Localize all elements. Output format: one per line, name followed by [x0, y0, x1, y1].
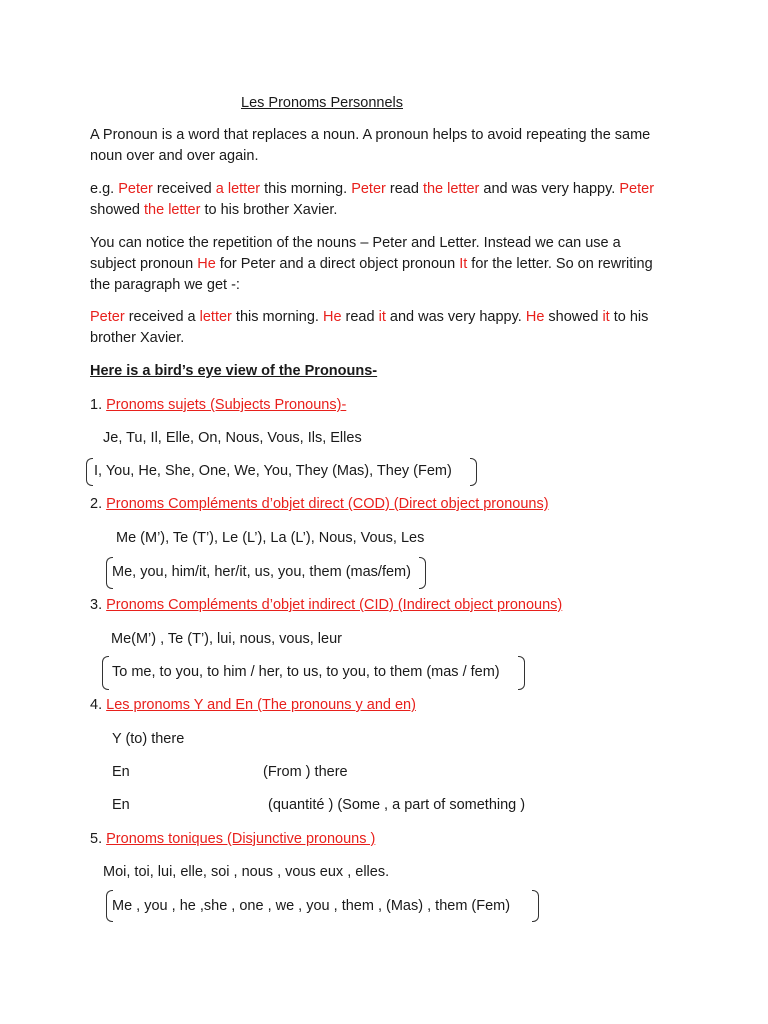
text-run: to his brother Xavier. — [200, 202, 338, 218]
text-run: this morning. — [260, 181, 352, 197]
text-run: brother Xavier. — [90, 330, 185, 346]
notice-line-1 — [90, 233, 621, 253]
bracket-left — [102, 656, 109, 690]
highlighted-word: Peter — [90, 309, 125, 325]
text-run: and was very happy. — [479, 181, 620, 197]
section-1-title: Pronoms sujets (Subjects Pronouns)- — [106, 397, 347, 413]
section-1-heading — [90, 395, 346, 415]
rewrite-line-1 — [90, 307, 648, 327]
section-4-row-2-term: En — [112, 764, 130, 780]
text-run: this morning. — [231, 309, 323, 325]
section-2-heading — [90, 494, 549, 514]
text-run: for the letter. So on rewriting — [467, 256, 653, 272]
text-run: and was very happy. — [385, 309, 526, 325]
text-run: received a — [124, 309, 200, 325]
text-run: subject pronoun — [90, 256, 198, 272]
highlighted-word: letter — [199, 309, 232, 325]
section-1-french: Je, Tu, Il, Elle, On, Nous, Vous, Ils, Elles — [103, 430, 362, 446]
highlighted-word: the letter — [144, 202, 201, 218]
text-run: for Peter and a direct object pronoun — [215, 256, 460, 272]
section-5-title: Pronoms toniques (Disjunctive pronouns ) — [106, 831, 376, 847]
page-title: Les Pronoms Personnels — [241, 95, 403, 111]
section-4-number: 4. — [90, 697, 107, 713]
bracket-right — [470, 458, 477, 486]
highlighted-word: it — [602, 309, 610, 325]
highlighted-word: Peter — [619, 181, 655, 197]
bracket-right — [532, 890, 539, 922]
section-3-number: 3. — [90, 597, 107, 613]
section-5-heading — [90, 829, 375, 849]
notice-line-3 — [90, 275, 240, 295]
highlighted-word: He — [525, 309, 545, 325]
section-3-english: To me, to you, to him / her, to us, to you, to them (mas / fem) — [112, 664, 500, 680]
bracket-right — [419, 557, 426, 589]
text-run: read — [341, 309, 379, 325]
text-run: showed — [544, 309, 603, 325]
section-2-title: Pronoms Compléments d’objet direct (COD) (Direct object pronouns) — [106, 496, 549, 512]
section-2-french: Me (M’), Te (T’), Le (L’), La (L’), Nous, Vous, Les — [116, 530, 425, 546]
section-5-number: 5. — [90, 831, 107, 847]
example-line-2 — [90, 200, 337, 220]
section-5-english: Me , you , he ,she , one , we , you , them , (Mas) , them (Fem) — [112, 898, 511, 914]
section-4-row-2-meaning: (From ) there — [263, 764, 348, 780]
text-run: e.g. — [90, 181, 119, 197]
section-3-french: Me(M’) , Te (T’), lui, nous, vous, leur — [111, 631, 342, 647]
section-4-row-1: Y (to) there — [112, 731, 185, 747]
highlighted-word: it — [378, 309, 386, 325]
text-run: the paragraph we get -: — [90, 277, 240, 293]
highlighted-word: Peter — [351, 181, 386, 197]
section-1-english: I, You, He, She, One, We, You, They (Mas), They (Fem) — [94, 463, 452, 479]
text-run: read — [385, 181, 423, 197]
highlighted-word: It — [459, 256, 468, 272]
section-1-number: 1. — [90, 397, 107, 413]
section-2-english: Me, you, him/it, her/it, us, you, them (mas/fem) — [112, 564, 411, 580]
section-5-french: Moi, toi, lui, elle, soi , nous , vous eux , elles. — [103, 864, 390, 880]
text-run: to his — [609, 309, 649, 325]
section-4-title: Les pronoms Y and En (The pronouns y and en) — [106, 697, 416, 713]
section-3-heading — [90, 595, 562, 615]
intro-line-2: noun over and over again. — [90, 148, 259, 164]
section-4-row-3-meaning: (quantité ) (Some , a part of something ) — [268, 797, 526, 813]
bracket-left — [86, 458, 93, 486]
section-3-title: Pronoms Compléments d’objet indirect (CID) (Indirect object pronouns) — [106, 597, 563, 613]
example-line-1 — [90, 179, 654, 199]
intro-line-1: A Pronoun is a word that replaces a noun. A pronoun helps to avoid repeating the same — [90, 127, 651, 143]
bracket-right — [518, 656, 525, 690]
highlighted-word: Peter — [118, 181, 153, 197]
text-run: received — [152, 181, 216, 197]
highlighted-word: He — [322, 309, 342, 325]
highlighted-word: the letter — [422, 181, 480, 197]
section-4-heading — [90, 695, 416, 715]
highlighted-word: a letter — [215, 181, 261, 197]
section-4-row-3-term: En — [112, 797, 130, 813]
highlighted-word: He — [197, 256, 216, 272]
text-run: You can notice the repetition of the nouns – Peter and Letter. Instead we can use a — [90, 235, 621, 251]
section-2-number: 2. — [90, 496, 107, 512]
notice-line-2 — [90, 254, 653, 274]
rewrite-line-2 — [90, 328, 184, 348]
text-run: showed — [90, 202, 145, 218]
overview-heading: Here is a bird’s eye view of the Pronouns- — [90, 363, 378, 379]
